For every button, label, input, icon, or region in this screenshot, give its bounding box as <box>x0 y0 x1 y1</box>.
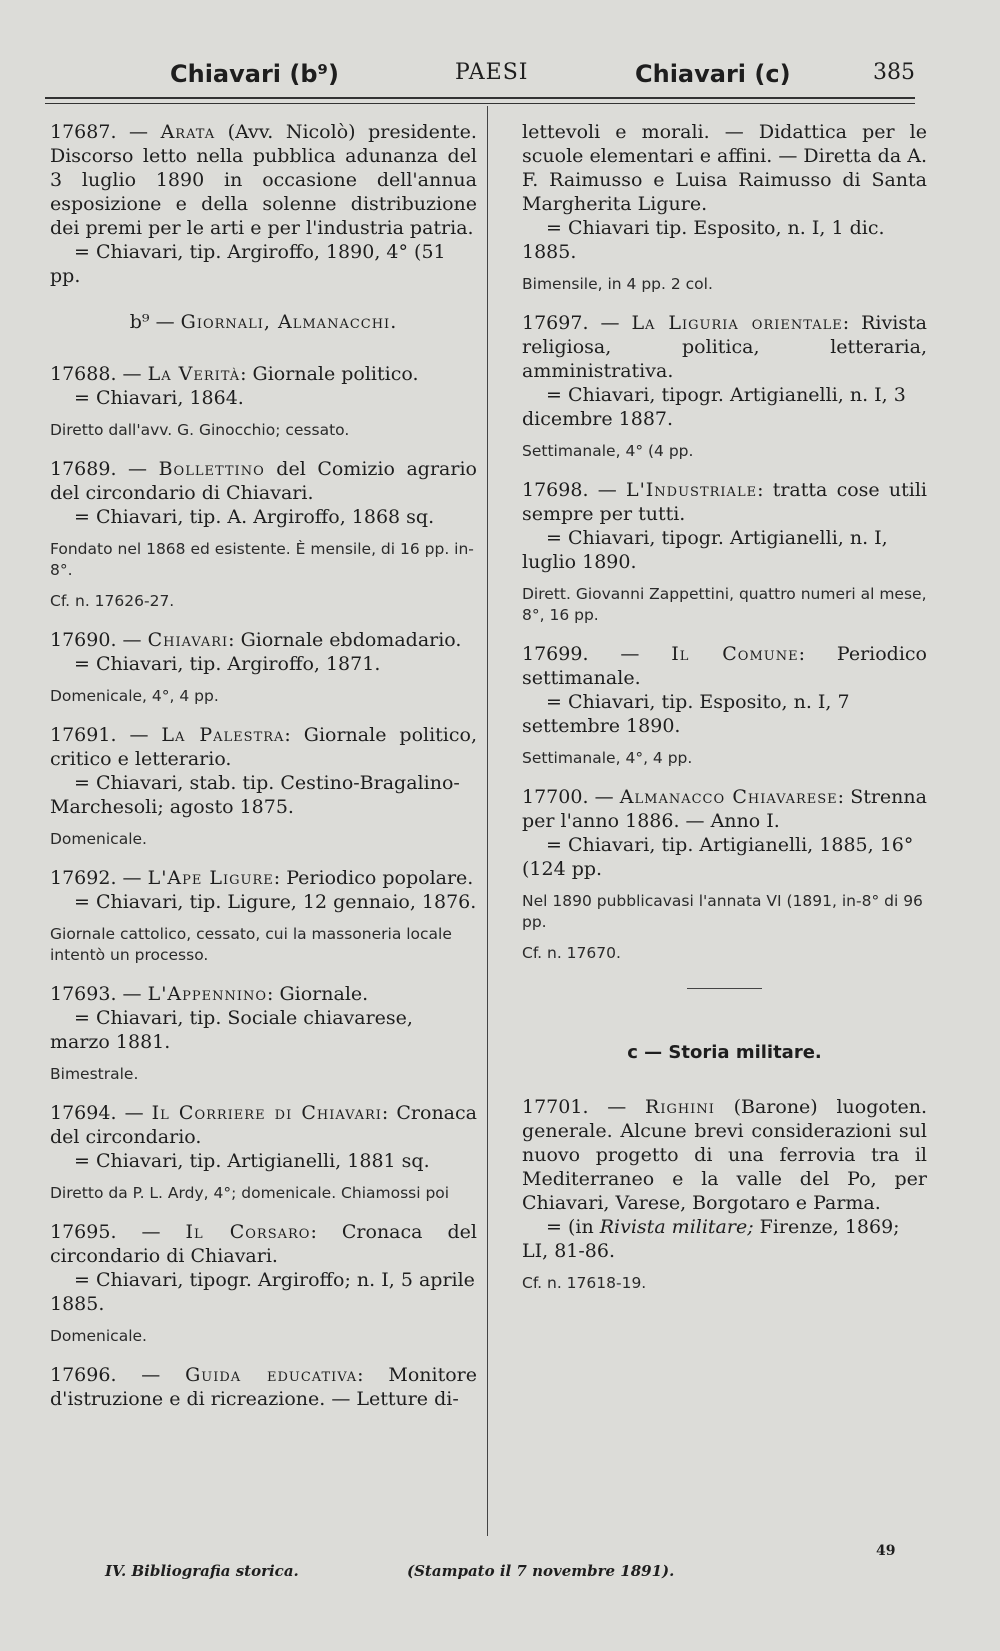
entry-number: 17691. <box>50 724 117 746</box>
entry-number: 17700. <box>522 786 589 808</box>
entry-note: Dirett. Giovanni Zappettini, quattro numeri al mese, 8°, 16 pp. <box>522 585 927 624</box>
journal-title: Rivista militare; <box>599 1216 754 1238</box>
section-label: b⁹ — <box>129 311 175 333</box>
entry-17697: 17697. — La Liguria orientale: Rivista religiosa, politica, letteraria, amministrativa. = Chiavari, tipogr. Artigianelli, n. I, 3 dicembre 1887. Settimanale, 4° (4 pp. <box>522 312 927 460</box>
entry-note: Giornale cattolico, cessato, cui la massoneria locale intentò un processo. <box>50 925 452 964</box>
entry-heading: La Liguria orientale <box>631 312 843 334</box>
entry-note: Nel 1890 pubblicavasi l'annata VI (1891, in-8° di 96 pp. <box>522 892 923 931</box>
entry-17693: 17693. — L'Appennino: Giornale. = Chiavari, tip. Sociale chiavarese, marzo 1881. Bimestrale. <box>50 982 477 1085</box>
header-right: Chiavari (c) <box>635 60 791 88</box>
header-left: Chiavari (b⁹) <box>170 60 340 88</box>
entry-number: 17694. <box>50 1102 117 1124</box>
entry-17701: 17701. — Righini (Barone) luogoten. generale. Alcune brevi considerazioni sul nuovo progetto di una ferrovia tra il Mediterraneo e la valle del Po, per Chiavari, Varese, Borgotaro e Parma. = (in Rivista militare; Firenze, 1869; LI, 81-86. Cf. n. 17618-19. <box>522 1096 927 1292</box>
entry-heading: Chiavari <box>147 629 229 651</box>
entry-imprint: = Chiavari tip. Esposito, n. I, 1 dic. 1885. <box>522 217 885 263</box>
entry-number: 17690. <box>50 629 117 651</box>
running-header <box>45 52 915 92</box>
section-heading <box>50 310 477 334</box>
entry-17692: 17692. — L'Ape Ligure: Periodico popolare. = Chiavari, tip. Ligure, 12 gennaio, 1876. Giornale cattolico, cessato, cui la massoneria locale intentò un processo. <box>50 867 477 964</box>
entry-heading: L'Appennino <box>147 983 268 1005</box>
entry-17688: 17688. — La Verità: Giornale politico. = Chiavari, 1864. Diretto dall'avv. G. Ginocchio; cessato. <box>50 362 477 441</box>
entry-text: : Strenna per l'anno 1886. — Anno I. <box>522 786 927 832</box>
entry-text: : Giornale. <box>267 983 369 1005</box>
entry-crossref: Cf. n. 17618-19. <box>522 1274 647 1292</box>
entry-imprint: = Chiavari, tip. Artigianelli, 1881 sq. <box>74 1150 430 1172</box>
section-heading: c — Storia militare. <box>627 1042 822 1063</box>
entry-heading: Almanacco Chiavarese <box>619 786 838 808</box>
entry-17690: 17690. — Chiavari: Giornale ebdomadario. = Chiavari, tip. Argiroffo, 1871. Domenicale, 4°, 4 pp. <box>50 628 477 707</box>
entry-text: : Monitore d'istruzione e di ricreazione. — Letture di- <box>50 1364 477 1410</box>
entry-text: : Periodico popolare. <box>273 867 474 889</box>
section-title: Giornali, Almanacchi. <box>180 311 398 333</box>
entry-text: : tratta cose utili sempre per tutti. <box>522 479 927 525</box>
entry-imprint: = Chiavari, tipogr. Artigianelli, n. I, 3 dicembre 1887. <box>522 384 906 430</box>
entry-heading: Bollettino <box>158 458 265 480</box>
entry-heading: Il Corsaro <box>185 1221 311 1243</box>
entry-imprint: = Chiavari, 1864. <box>74 387 244 409</box>
entry-text: (Avv. Nicolò) presidente. Discorso letto nella pubblica adunanza del 3 luglio 1890 in occasione dell'annua esposizione e della solenne distribuzione dei premi per le arti e per l'industria patria. <box>50 121 477 239</box>
entry-text: : Giornale politico. <box>240 363 419 385</box>
entry-note: Domenicale. <box>50 830 147 848</box>
entry-heading: L'Ape Ligure <box>147 867 274 889</box>
header-rule-thin <box>45 103 915 104</box>
page-number: 385 <box>873 60 915 85</box>
entry-imprint: = Chiavari, tip. Esposito, n. I, 7 settembre 1890. <box>522 691 850 737</box>
entry-crossref: Cf. n. 17670. <box>522 944 621 962</box>
entry-number: 17701. <box>522 1096 589 1118</box>
entry-text: (Barone) luogoten. generale. Alcune brevi considerazioni sul nuovo progetto di una ferrovia tra il Mediterraneo e la valle del Po, per Chiavari, Varese, Borgotaro e Parma. <box>522 1096 927 1214</box>
entry-number: 17687. <box>50 121 117 143</box>
entry-number: 17693. <box>50 983 117 1005</box>
entry-note: Fondato nel 1868 ed esistente. È mensile, di 16 pp. in-8°. <box>50 540 474 579</box>
entry-heading: La Palestra <box>161 724 285 746</box>
right-column <box>522 120 927 1310</box>
entry-note: Domenicale. <box>50 1327 147 1345</box>
entry-number: 17695. <box>50 1221 117 1243</box>
entry-heading: L'Industriale <box>625 479 758 501</box>
entry-imprint: = Chiavari, tipogr. Artigianelli, n. I, luglio 1890. <box>522 527 888 573</box>
entry-note: Bimensile, in 4 pp. 2 col. <box>522 275 713 293</box>
entry-imprint: = (in Rivista militare; Firenze, 1869; LI, 81-86. <box>522 1216 900 1262</box>
entry-heading: Righini <box>645 1096 715 1118</box>
entry-17694: 17694. — Il Corriere di Chiavari: Cronaca del circondario. = Chiavari, tip. Artigianelli, 1881 sq. Diretto da P. L. Ardy, 4°; domenicale. Chiamossi poi <box>50 1102 477 1202</box>
entry-number: 17699. <box>522 643 589 665</box>
entry-imprint: = Chiavari, tip. Artigianelli, 1885, 16° (124 pp. <box>522 834 914 880</box>
entry-number: 17697. <box>522 312 589 334</box>
entry-17699: 17699. — Il Comune: Periodico settimanale. = Chiavari, tip. Esposito, n. I, 7 settembre 1890. Settimanale, 4°, 4 pp. <box>522 643 927 767</box>
entry-note: Diretto da P. L. Ardy, 4°; domenicale. Chiamossi poi <box>50 1184 450 1202</box>
entry-17700: 17700. — Almanacco Chiavarese: Strenna per l'anno 1886. — Anno I. = Chiavari, tip. Artigianelli, 1885, 16° (124 pp. Nel 1890 pubblicavasi l'annata VI (1891, in-8° di 96 pp. Cf. n. 17670. <box>522 786 927 962</box>
footer-middle: (Stampato il 7 novembre 1891). <box>407 1562 675 1580</box>
signature-mark: 49 <box>876 1543 896 1559</box>
entry-note: Domenicale, 4°, 4 pp. <box>50 687 219 705</box>
column-divider <box>487 106 488 1536</box>
entry-17691: 17691. — La Palestra: Giornale politico, critico e letterario. = Chiavari, stab. tip. Cestino-Bragalino-Marchesoli; agosto 1875. Domenicale. <box>50 724 477 848</box>
entry-note: Settimanale, 4°, 4 pp. <box>522 749 693 767</box>
entry-17698: 17698. — L'Industriale: tratta cose utili sempre per tutti. = Chiavari, tipogr. Artigianelli, n. I, luglio 1890. Dirett. Giovanni Zappettini, quattro numeri al mese, 8°, 16 pp. <box>522 479 927 624</box>
left-column <box>50 120 477 1427</box>
entry-imprint: = Chiavari, tip. Argiroffo, 1890, 4° (51 pp. <box>50 241 446 287</box>
entry-heading: Il Comune <box>671 643 799 665</box>
entry-imprint: = Chiavari, tip. A. Argiroffo, 1868 sq. <box>74 506 435 528</box>
footer-left: IV. Bibliografia storica. <box>105 1562 299 1580</box>
entry-text: : Periodico settimanale. <box>522 643 927 689</box>
entry-text: : Giornale ebdomadario. <box>228 629 462 651</box>
entry-number: 17688. <box>50 363 117 385</box>
entry-number: 17698. <box>522 479 589 501</box>
entry-number: 17696. <box>50 1364 117 1386</box>
entry-heading: Arata <box>160 121 216 143</box>
entry-text: : Cronaca del circondario di Chiavari. <box>50 1221 477 1267</box>
entry-text: lettevoli e morali. — Didattica per le scuole elementari e affini. — Diretta da A. F. Raimusso e Luisa Raimusso di Santa Margherita Ligure. <box>522 121 927 215</box>
entry-heading: Il Corriere di Chiavari <box>151 1102 382 1124</box>
section-divider <box>687 988 762 989</box>
entry-heading: Guida educativa <box>185 1364 358 1386</box>
entry-note: Bimestrale. <box>50 1065 139 1083</box>
header-rule-thick <box>45 97 915 99</box>
entry-imprint: = Chiavari, stab. tip. Cestino-Bragalino-Marchesoli; agosto 1875. <box>50 772 460 818</box>
entry-17696: 17696. — Guida educativa: Monitore d'istruzione e di ricreazione. — Letture di- <box>50 1364 477 1410</box>
entry-imprint: = Chiavari, tip. Ligure, 12 gennaio, 1876. <box>74 891 477 913</box>
entry-heading: La Verità <box>147 363 241 385</box>
entry-17695: 17695. — Il Corsaro: Cronaca del circondario di Chiavari. = Chiavari, tipogr. Argiroffo; n. I, 5 aprile 1885. Domenicale. <box>50 1221 477 1345</box>
entry-crossref: Cf. n. 17626-27. <box>50 592 175 610</box>
header-center: PAESI <box>455 60 529 85</box>
entry-text: del Comizio agrario del circondario di Chiavari. <box>50 458 477 504</box>
entry-note: Diretto dall'avv. G. Ginocchio; cessato. <box>50 421 350 439</box>
entry-number: 17689. <box>50 458 117 480</box>
entry-imprint: = Chiavari, tip. Argiroffo, 1871. <box>74 653 381 675</box>
entry-text: : Giornale politico, critico e letterario. <box>50 724 477 770</box>
entry-imprint: = Chiavari, tipogr. Argiroffo; n. I, 5 aprile 1885. <box>50 1269 475 1315</box>
entry-imprint: = Chiavari, tip. Sociale chiavarese, marzo 1881. <box>50 1007 413 1053</box>
entry-note: Settimanale, 4° (4 pp. <box>522 442 694 460</box>
entry-17696-continued <box>522 120 927 295</box>
entry-text: : Rivista religiosa, politica, letteraria, amministrativa. <box>522 312 927 382</box>
entry-text: : Cronaca del circondario. <box>50 1102 477 1148</box>
entry-number: 17692. <box>50 867 117 889</box>
entry-17689: 17689. — Bollettino del Comizio agrario del circondario di Chiavari. = Chiavari, tip. A. Argiroffo, 1868 sq. Fondato nel 1868 ed esistente. È mensile, di 16 pp. in-8°. Cf. n. 17626-27. <box>50 458 477 610</box>
entry-17687: 17687. — Arata (Avv. Nicolò) presidente. Discorso letto nella pubblica adunanza del 3 luglio 1890 in occasione dell'annua esposizione e della solenne distribuzione dei premi per le arti e per l'industria patria. = Chiavari, tip. Argiroffo, 1890, 4° (51 pp. <box>50 121 477 287</box>
